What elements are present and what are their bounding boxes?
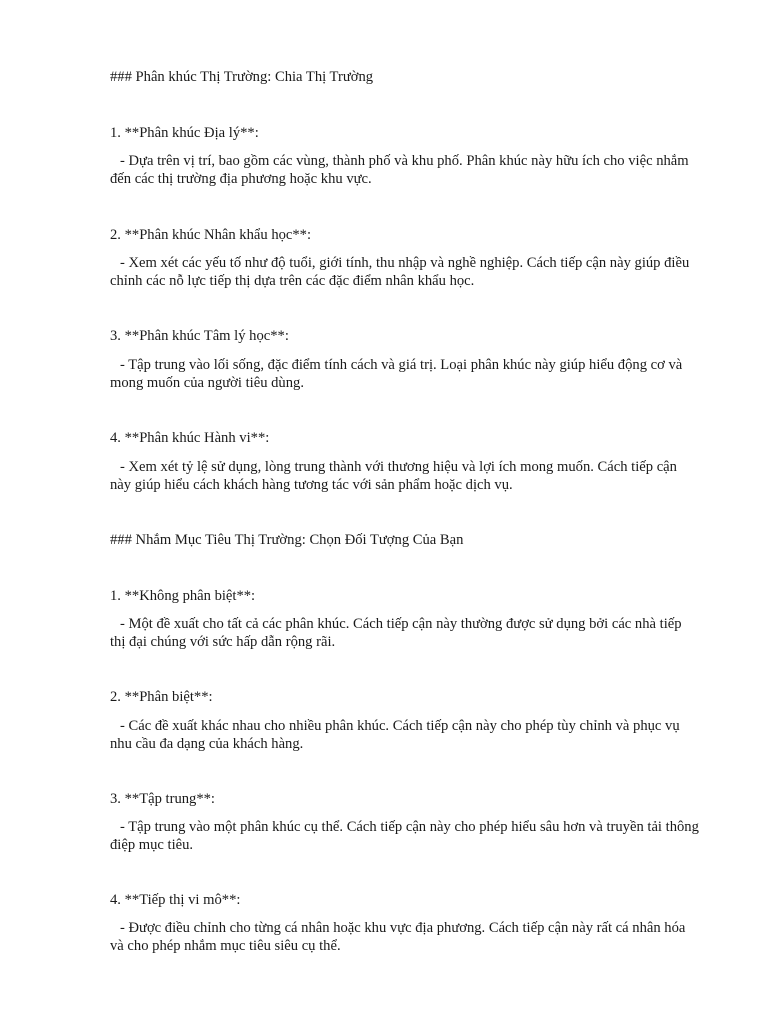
item-title-psychographic: 3. **Phân khúc Tâm lý học**: — [110, 328, 289, 344]
item-body-concentrated: - Tập trung vào một phân khúc cụ thể. Cách tiếp cận này cho phép hiểu sâu hơn và truyền tải thông điệp mục tiêu. — [110, 819, 699, 853]
item-body-geographic: - Dựa trên vị trí, bao gồm các vùng, thành phố và khu phố. Phân khúc này hữu ích cho việc nhắm đến các thị trường địa phương hoặc khu vực. — [110, 153, 689, 187]
item-title-concentrated: 3. **Tập trung**: — [110, 791, 215, 807]
item-title-geographic: 1. **Phân khúc Địa lý**: — [110, 125, 259, 141]
item-title-undifferentiated: 1. **Không phân biệt**: — [110, 588, 256, 604]
item-body-micromarketing: - Được điều chỉnh cho từng cá nhân hoặc khu vực địa phương. Cách tiếp cận này rất cá nhân hóa và cho phép nhắm mục tiêu siêu cụ thể. — [110, 920, 686, 954]
item-title-demographic: 2. **Phân khúc Nhân khẩu học**: — [110, 227, 312, 243]
section-heading-targeting: ### Nhắm Mục Tiêu Thị Trường: Chọn Đối Tượng Của Bạn — [110, 532, 464, 548]
item-body-undifferentiated: - Một đề xuất cho tất cả các phân khúc. Cách tiếp cận này thường được sử dụng bởi các nhà tiếp thị đại chúng với sức hấp dẫn rộng rãi. — [110, 616, 682, 650]
item-body-differentiated: - Các đề xuất khác nhau cho nhiều phân khúc. Cách tiếp cận này cho phép tùy chỉnh và phục vụ nhu cầu đa dạng của khách hàng. — [110, 718, 680, 752]
item-title-behavioral: 4. **Phân khúc Hành vi**: — [110, 430, 270, 446]
item-body-demographic: - Xem xét các yếu tố như độ tuổi, giới tính, thu nhập và nghề nghiệp. Cách tiếp cận này giúp điều chỉnh các nỗ lực tiếp thị dựa trên các đặc điểm nhân khẩu học. — [110, 255, 690, 289]
item-body-psychographic: - Tập trung vào lối sống, đặc điểm tính cách và giá trị. Loại phân khúc này giúp hiểu động cơ và mong muốn của người tiêu dùng. — [110, 357, 683, 391]
item-title-micromarketing: 4. **Tiếp thị vi mô**: — [110, 892, 241, 908]
section-heading-segmentation: ### Phân khúc Thị Trường: Chia Thị Trường — [110, 69, 374, 85]
item-body-behavioral: - Xem xét tỷ lệ sử dụng, lòng trung thành với thương hiệu và lợi ích mong muốn. Cách tiếp cận này giúp hiểu cách khách hàng tương tác với sản phẩm hoặc dịch vụ. — [110, 459, 677, 493]
item-title-differentiated: 2. **Phân biệt**: — [110, 689, 213, 705]
